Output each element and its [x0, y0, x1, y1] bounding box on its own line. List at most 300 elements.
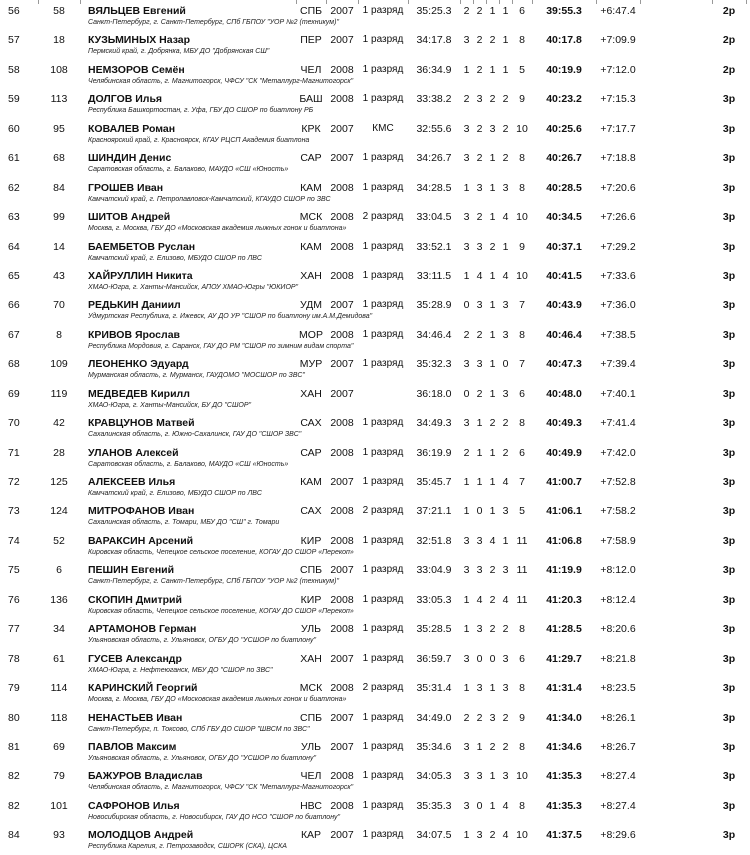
region-code: ХАН — [300, 387, 322, 400]
time-gap: +7:26.6 — [600, 211, 636, 224]
shooting-lap-1: 1 — [463, 593, 470, 606]
shooting-lap-4: 1 — [502, 63, 509, 76]
shooting-total: 8 — [519, 181, 525, 194]
shooting-lap-4: 2 — [502, 623, 509, 636]
shooting-lap-2: 3 — [476, 534, 483, 547]
shooting-lap-3: 1 — [489, 328, 496, 341]
birth-year: 2008 — [330, 446, 354, 459]
time-gap: +7:29.2 — [600, 240, 636, 253]
bib-number: 28 — [53, 446, 65, 459]
bib-number: 109 — [50, 358, 68, 371]
birth-year: 2007 — [330, 476, 354, 488]
time-gap: +8:27.4 — [600, 799, 636, 812]
shooting-lap-2: 3 — [476, 240, 483, 253]
shooting-lap-4: 4 — [502, 829, 509, 842]
ski-time: 33:38.2 — [416, 93, 452, 106]
ski-time: 35:35.3 — [416, 799, 452, 812]
qualification: 1 разряд — [362, 829, 404, 841]
shooting-lap-3: 0 — [489, 652, 496, 665]
birth-year: 2008 — [330, 593, 354, 606]
time-gap: +7:52.8 — [600, 476, 636, 488]
ski-time: 35:31.4 — [416, 682, 452, 695]
qualification: 1 разряд — [362, 5, 404, 16]
ski-time: 34:49.3 — [416, 417, 452, 430]
qualification: 1 разряд — [362, 299, 404, 311]
final-time: 41:06.8 — [546, 534, 582, 547]
shooting-total: 11 — [516, 593, 528, 606]
athlete-club: Республика Мордовия, г. Саранск, ГАУ ДО РМ "СШОР по зимним видам спорта" — [88, 342, 354, 350]
bib-number: 70 — [53, 299, 65, 312]
result-row — [0, 413, 750, 442]
shooting-lap-3: 2 — [489, 829, 496, 842]
place-number: 60 — [8, 122, 20, 135]
athlete-name: МИТРОФАНОВ Иван — [88, 505, 195, 518]
shooting-lap-3: 2 — [489, 240, 496, 253]
result-row — [0, 354, 750, 383]
result-row — [0, 737, 750, 766]
result-row — [0, 119, 750, 148]
shooting-total: 8 — [519, 417, 525, 430]
shooting-lap-1: 3 — [463, 652, 470, 665]
shooting-lap-2: 0 — [476, 799, 483, 812]
bib-number: 119 — [50, 387, 68, 400]
time-gap: +7:38.5 — [600, 328, 636, 341]
shooting-lap-2: 4 — [476, 593, 483, 606]
final-time: 40:34.5 — [546, 211, 582, 224]
shooting-lap-3: 2 — [489, 593, 496, 606]
final-time: 40:49.9 — [546, 446, 582, 459]
achieved-rank: 3р — [722, 505, 736, 518]
region-code: УДМ — [299, 299, 323, 312]
shooting-total: 10 — [516, 122, 528, 135]
shooting-total: 8 — [519, 152, 525, 165]
bib-number: 136 — [50, 593, 68, 606]
shooting-lap-2: 3 — [476, 93, 483, 106]
results-table-body — [0, 1, 750, 855]
athlete-name: НЕНАСТЬЕВ Иван — [88, 711, 183, 724]
shooting-lap-1: 2 — [463, 711, 470, 724]
shooting-lap-2: 2 — [476, 122, 483, 135]
place-number: 70 — [8, 417, 20, 430]
final-time: 40:49.3 — [546, 417, 582, 430]
bib-number: 43 — [53, 269, 65, 282]
athlete-club: Сахалинская область, г. Южно-Сахалинск, ГАУ ДО "СШОР ЗВС" — [88, 431, 302, 439]
qualification: 1 разряд — [362, 770, 404, 782]
achieved-rank: 3р — [722, 181, 736, 194]
region-code: КАР — [300, 829, 322, 842]
birth-year: 2007 — [330, 387, 354, 400]
athlete-name: САФРОНОВ Илья — [88, 799, 180, 812]
athlete-club: Камчатский край, г. Елизово, МБУДО СШОР по ЛВС — [88, 254, 262, 262]
region-code: МУР — [299, 358, 323, 371]
result-row — [0, 708, 750, 737]
athlete-name: КРАВЦУНОВ Матвей — [88, 417, 195, 430]
region-code: САР — [300, 446, 322, 459]
place-number: 78 — [8, 652, 20, 665]
athlete-cell — [80, 564, 339, 586]
shooting-lap-4: 3 — [502, 299, 509, 312]
shooting-lap-4: 1 — [502, 5, 509, 17]
final-time: 40:28.5 — [546, 181, 582, 194]
ski-time: 34:17.8 — [416, 34, 452, 47]
final-time: 39:55.3 — [546, 5, 582, 17]
shooting-total: 6 — [519, 652, 525, 665]
bib-number: 84 — [53, 181, 65, 194]
achieved-rank: 3р — [722, 328, 736, 341]
place-number: 58 — [8, 63, 20, 76]
athlete-cell — [80, 653, 296, 675]
ski-time: 36:34.9 — [416, 63, 452, 76]
place-number: 76 — [8, 593, 20, 606]
time-gap: +8:27.4 — [600, 770, 636, 783]
place-number: 79 — [8, 682, 20, 695]
athlete-name: НЕМЗОРОВ Семён — [88, 63, 185, 76]
shooting-total: 9 — [519, 93, 525, 106]
birth-year: 2008 — [330, 534, 354, 547]
ski-time: 35:28.5 — [416, 623, 452, 636]
athlete-club: Санкт-Петербург, г. Санкт-Петербург, СПб ГБПОУ "УОР №2 (техникум)" — [88, 19, 339, 26]
athlete-cell — [80, 388, 296, 410]
shooting-lap-1: 3 — [463, 34, 470, 47]
final-time: 41:06.1 — [546, 505, 582, 518]
time-gap: +8:26.1 — [600, 711, 636, 724]
final-time: 40:43.9 — [546, 299, 582, 312]
final-time: 40:17.8 — [546, 34, 582, 47]
final-time: 40:37.1 — [546, 240, 582, 253]
final-time: 41:20.3 — [546, 593, 582, 606]
athlete-name: СКОПИН Дмитрий — [88, 593, 182, 606]
bib-number: 61 — [53, 652, 65, 665]
qualification: 2 разряд — [362, 211, 404, 223]
region-code: СПБ — [299, 5, 323, 17]
result-row — [0, 443, 750, 472]
shooting-lap-3: 1 — [489, 63, 496, 76]
achieved-rank: 3р — [722, 122, 736, 135]
shooting-lap-3: 2 — [489, 623, 496, 636]
athlete-club: Пермский край, г. Добрянка, МБУ ДО "Добрянская СШ" — [88, 48, 270, 56]
achieved-rank: 3р — [722, 711, 736, 724]
shooting-lap-1: 1 — [463, 623, 470, 636]
bib-number: 114 — [50, 682, 68, 695]
qualification: 1 разряд — [362, 446, 404, 458]
qualification: 1 разряд — [362, 711, 404, 723]
ski-time: 36:18.0 — [416, 387, 452, 400]
shooting-lap-3: 1 — [489, 358, 496, 371]
athlete-club: ХМАО-Югра, г. Нефтеюганск, МБУ ДО "СШОР по ЗВС" — [88, 666, 273, 674]
birth-year: 2008 — [330, 770, 354, 783]
bib-number: 93 — [53, 829, 65, 842]
achieved-rank: 2р — [722, 63, 736, 76]
final-time: 40:23.2 — [546, 93, 582, 106]
birth-year: 2008 — [330, 328, 354, 341]
region-code: СПБ — [299, 711, 323, 724]
shooting-lap-1: 0 — [463, 387, 470, 400]
time-gap: +7:33.6 — [600, 269, 636, 282]
achieved-rank: 3р — [722, 211, 736, 224]
result-row — [0, 384, 750, 413]
result-row — [0, 796, 750, 825]
shooting-total: 11 — [516, 534, 528, 547]
region-code: МОР — [299, 328, 323, 341]
shooting-lap-1: 3 — [463, 534, 470, 547]
shooting-lap-4: 1 — [502, 240, 509, 253]
shooting-lap-4: 1 — [502, 534, 509, 547]
birth-year: 2008 — [330, 505, 354, 518]
shooting-total: 8 — [519, 623, 525, 636]
final-time: 41:29.7 — [546, 652, 582, 665]
shooting-lap-3: 1 — [489, 476, 496, 488]
ski-time: 33:11.5 — [416, 269, 452, 282]
shooting-total: 8 — [519, 328, 525, 341]
shooting-lap-2: 1 — [476, 476, 483, 488]
shooting-lap-4: 3 — [502, 564, 509, 577]
shooting-lap-4: 0 — [502, 358, 509, 371]
athlete-cell — [80, 740, 316, 763]
shooting-lap-1: 1 — [463, 505, 470, 518]
birth-year: 2007 — [330, 34, 354, 47]
shooting-lap-3: 2 — [489, 93, 496, 106]
bib-number: 108 — [50, 63, 68, 76]
shooting-lap-3: 1 — [489, 299, 496, 312]
shooting-lap-4: 3 — [502, 328, 509, 341]
time-gap: +7:20.6 — [600, 181, 636, 194]
achieved-rank: 3р — [722, 446, 736, 459]
ski-time: 35:32.3 — [416, 358, 452, 371]
athlete-name: ШИТОВ Андрей — [88, 211, 171, 224]
result-row — [0, 89, 750, 118]
final-time: 41:37.5 — [546, 829, 582, 842]
region-code: КРК — [301, 122, 321, 135]
birth-year: 2008 — [330, 799, 354, 812]
birth-year: 2008 — [330, 623, 354, 636]
athlete-name: КУЗЬМИНЫХ Назар — [88, 34, 191, 47]
place-number: 73 — [8, 505, 20, 518]
place-number: 67 — [8, 328, 20, 341]
athlete-club: Москва, г. Москва, ГБУ ДО «Московская академия лыжных гонок и биатлона» — [88, 696, 347, 704]
birth-year: 2007 — [330, 564, 354, 577]
region-code: КАМ — [300, 476, 322, 488]
region-code: КИР — [300, 534, 322, 547]
shooting-total: 11 — [516, 564, 528, 577]
shooting-lap-2: 3 — [476, 623, 483, 636]
shooting-lap-3: 1 — [489, 505, 496, 518]
result-row — [0, 531, 750, 560]
time-gap: +8:20.6 — [600, 623, 636, 636]
shooting-lap-4: 3 — [502, 181, 509, 194]
athlete-cell — [80, 5, 339, 27]
final-time: 41:35.3 — [546, 770, 582, 783]
shooting-total: 7 — [519, 358, 525, 371]
athlete-club: Красноярский край, г. Красноярск, КГАУ РЦСП Академия биатлона — [88, 136, 310, 144]
shooting-lap-1: 1 — [463, 269, 470, 282]
birth-year: 2007 — [330, 299, 354, 312]
athlete-club: Кировская область, Чепецкое сельское поселение, КОГАУ ДО СШОР «Перекоп» — [88, 607, 354, 615]
shooting-lap-1: 1 — [463, 476, 470, 488]
time-gap: +7:12.0 — [600, 63, 636, 76]
time-gap: +7:18.8 — [600, 152, 636, 165]
achieved-rank: 3р — [722, 417, 736, 430]
shooting-lap-2: 3 — [476, 299, 483, 312]
time-gap: +7:09.9 — [600, 34, 636, 47]
region-code: КИР — [300, 593, 322, 606]
shooting-lap-4: 4 — [502, 211, 509, 224]
ski-time: 35:25.3 — [416, 5, 452, 17]
athlete-cell — [80, 241, 296, 263]
birth-year: 2007 — [330, 829, 354, 842]
shooting-lap-2: 3 — [476, 358, 483, 371]
time-gap: +7:41.4 — [600, 417, 636, 430]
qualification: 1 разряд — [362, 740, 404, 752]
shooting-lap-1: 0 — [463, 299, 470, 312]
ski-time: 32:51.8 — [416, 534, 452, 547]
athlete-name: РЕДЬКИН Даниил — [88, 299, 181, 312]
shooting-lap-3: 1 — [489, 770, 496, 783]
bib-number: 34 — [53, 623, 65, 636]
time-gap: +8:29.6 — [600, 829, 636, 842]
shooting-lap-1: 2 — [463, 5, 470, 17]
birth-year: 2008 — [330, 181, 354, 194]
qualification: 1 разряд — [362, 799, 404, 811]
final-time: 41:35.3 — [546, 799, 582, 812]
shooting-lap-2: 2 — [476, 328, 483, 341]
shooting-lap-4: 2 — [502, 152, 509, 165]
shooting-lap-3: 1 — [489, 799, 496, 812]
time-gap: +7:58.2 — [600, 505, 636, 518]
final-time: 41:19.9 — [546, 564, 582, 577]
achieved-rank: 3р — [722, 387, 736, 400]
shooting-total: 5 — [519, 63, 525, 76]
shooting-total: 5 — [519, 505, 525, 518]
final-time: 40:48.0 — [546, 387, 582, 400]
shooting-lap-2: 2 — [476, 63, 483, 76]
ski-time: 34:46.4 — [416, 328, 452, 341]
athlete-club: Кировская область, Чепецкое сельское поселение, КОГАУ ДО СШОР «Перекоп» — [88, 548, 354, 556]
shooting-lap-1: 3 — [463, 564, 470, 577]
shooting-lap-3: 1 — [489, 211, 496, 224]
birth-year: 2007 — [330, 652, 354, 665]
athlete-club: Республика Карелия, г. Петрозаводск, СШОРК (СКА), ЦСКА — [88, 843, 287, 851]
final-time: 41:00.7 — [546, 476, 582, 488]
shooting-lap-2: 1 — [476, 740, 483, 753]
shooting-lap-3: 2 — [489, 564, 496, 577]
shooting-total: 6 — [519, 446, 525, 459]
athlete-cell — [80, 181, 331, 204]
time-gap: +7:39.4 — [600, 358, 636, 371]
achieved-rank: 3р — [722, 799, 736, 812]
athlete-name: КАРИНСКИЙ Георгий — [88, 682, 198, 695]
place-number: 74 — [8, 534, 20, 547]
region-code: НВС — [300, 799, 322, 812]
time-gap: +7:42.0 — [600, 446, 636, 459]
athlete-name: МОЛОДЦОВ Андрей — [88, 829, 194, 842]
bib-number: 68 — [53, 152, 65, 165]
shooting-lap-3: 1 — [489, 181, 496, 194]
result-row — [0, 472, 750, 501]
bib-number: 118 — [50, 711, 68, 724]
result-row — [0, 148, 750, 177]
place-number: 63 — [8, 211, 20, 224]
final-time: 41:28.5 — [546, 623, 582, 636]
result-row — [0, 60, 750, 89]
shooting-lap-2: 2 — [476, 211, 483, 224]
time-gap: +7:58.9 — [600, 534, 636, 547]
bib-number: 99 — [53, 211, 65, 224]
shooting-lap-2: 1 — [476, 446, 483, 459]
athlete-name: ГРОШЕВ Иван — [88, 181, 164, 194]
ski-time: 35:28.9 — [416, 299, 452, 312]
qualification: 1 разряд — [362, 593, 404, 605]
qualification: 1 разряд — [362, 623, 404, 635]
shooting-total: 6 — [519, 5, 525, 17]
bib-number: 79 — [53, 770, 65, 783]
athlete-name: УЛАНОВ Алексей — [88, 446, 179, 459]
shooting-lap-4: 3 — [502, 770, 509, 783]
achieved-rank: 3р — [722, 476, 736, 488]
final-time: 40:46.4 — [546, 328, 582, 341]
ski-time: 34:28.5 — [416, 181, 452, 194]
place-number: 56 — [8, 5, 20, 17]
bib-number: 8 — [56, 328, 62, 341]
athlete-club: Удмуртская Республика, г. Ижевск, АУ ДО УР "СШОР по биатлону им.А.М.Демидова" — [88, 313, 373, 321]
shooting-lap-2: 3 — [476, 770, 483, 783]
shooting-lap-2: 0 — [476, 505, 483, 518]
shooting-lap-3: 1 — [489, 682, 496, 695]
bib-number: 6 — [56, 564, 62, 577]
shooting-lap-1: 3 — [463, 417, 470, 430]
athlete-club: Новосибирская область, г. Новосибирск, ГАУ ДО НСО "СШОР по биатлону" — [88, 813, 341, 821]
achieved-rank: 3р — [722, 358, 736, 371]
shooting-lap-4: 4 — [502, 476, 509, 488]
athlete-name: ВЯЛЬЦЕВ Евгений — [88, 5, 186, 17]
birth-year: 2008 — [330, 63, 354, 76]
shooting-total: 7 — [519, 476, 525, 488]
place-number: 69 — [8, 387, 20, 400]
shooting-lap-4: 3 — [502, 682, 509, 695]
bib-number: 95 — [53, 122, 65, 135]
shooting-lap-4: 2 — [502, 122, 509, 135]
shooting-lap-4: 2 — [502, 93, 509, 106]
shooting-lap-3: 1 — [489, 152, 496, 165]
athlete-club: Санкт-Петербург, г. Санкт-Петербург, СПб ГБПОУ "УОР №2 (техникум)" — [88, 578, 339, 586]
final-time: 40:26.7 — [546, 152, 582, 165]
time-gap: +6:47.4 — [600, 5, 636, 17]
final-time: 41:34.6 — [546, 740, 582, 753]
place-number: 61 — [8, 152, 20, 165]
place-number: 68 — [8, 358, 20, 371]
ski-time: 33:05.3 — [416, 593, 452, 606]
athlete-name: МЕДВЕДЕВ Кирилл — [88, 387, 190, 400]
birth-year: 2007 — [330, 711, 354, 724]
shooting-total: 10 — [516, 211, 528, 224]
qualification: 1 разряд — [362, 328, 404, 340]
shooting-lap-2: 3 — [476, 564, 483, 577]
achieved-rank: 3р — [722, 593, 736, 606]
shooting-lap-1: 3 — [463, 122, 470, 135]
athlete-cell — [80, 711, 310, 734]
time-gap: +7:17.7 — [600, 122, 636, 135]
shooting-lap-4: 2 — [502, 740, 509, 753]
result-row — [0, 560, 750, 589]
athlete-club: Ульяновская область, г. Ульяновск, ОГБУ ДО "УСШОР по биатлону" — [88, 754, 316, 762]
athlete-cell — [80, 447, 296, 469]
time-gap: +8:21.8 — [600, 652, 636, 665]
shooting-lap-2: 2 — [476, 711, 483, 724]
athlete-name: КРИВОВ Ярослав — [88, 328, 180, 341]
birth-year: 2008 — [330, 417, 354, 430]
place-number: 82 — [8, 770, 20, 783]
birth-year: 2007 — [330, 5, 354, 17]
place-number: 77 — [8, 623, 20, 636]
